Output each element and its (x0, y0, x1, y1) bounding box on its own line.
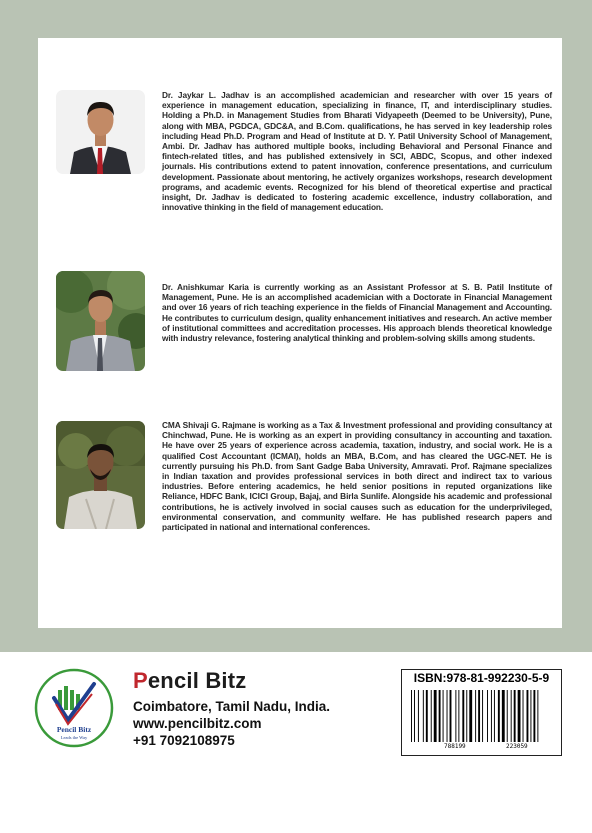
barcode-bar (411, 690, 412, 742)
publisher-footer (0, 652, 592, 833)
barcode-bar (439, 690, 441, 742)
barcode-bar (537, 690, 538, 742)
barcode-bar (533, 690, 535, 742)
barcode-bar (431, 690, 432, 742)
barcode-bar (450, 690, 452, 742)
isbn-label: ISBN:978-81-992230-5-9 (413, 671, 550, 685)
author-bios-panel (38, 38, 562, 628)
isbn-barcode (401, 669, 562, 756)
author-photo-jadhav (56, 90, 145, 174)
barcode-bar (487, 690, 488, 742)
barcode-bar (478, 690, 480, 742)
barcode-bar (423, 690, 424, 742)
barcode-bar (443, 690, 444, 742)
barcode-digits-left: 788199 (444, 743, 466, 750)
barcode-bar (418, 690, 419, 742)
author-bio-jadhav: Dr. Jaykar L. Jadhav is an accomplished academician and researcher with over 15 years of experience in management education, specializing in finance, IT, and interdisciplinary studies. Holding a Ph.D. in Management Studies from Bharati Vidyapeeth (Deemed to be University), Pune, along with MBA, PGDCA, GDC&A, and B.Com. qualifications, he has served in key leadership roles including Head Ph.D. Program and Head of Institute at D. Y. Patil University School of Management, Ambi. Dr. Jadhav has authored multiple books, including Behavioral and Personal Finance and fintech-related titles, and has published extensively in SCI, ABDC, Scopus, and other indexed journals. His contributions extend to patent innovation, conference presentations, and curriculum development. Passionate about mentoring, he actively organizes workshops, research development programs, and academic events. Recognized for his blend of theoretical expertise and practical insight, Dr. Jadhav is dedicated to fostering academic excellence, industry collaboration, and innovative thinking in the field of management education. (162, 90, 552, 213)
svg-text:Pencil Bitz: Pencil Bitz (56, 725, 92, 734)
barcode-bar (518, 690, 521, 742)
author-photo-karia (56, 271, 145, 371)
barcode-bar (475, 690, 476, 742)
author-bio-karia: Dr. Anishkumar Karia is currently working as an Assistant Professor at S. B. Patil Institute of Management, Pune. He is an accomplished academician with a Doctorate in Financial Management and over 16 years of rich teaching experience in the fields of Financial Management and Accounting. He contributes to curriculum design, quality enhancement initiatives and research. An active member of institutional committees and accreditation processes. His approach blends theoretical knowledge with industry relevance, fostering analytical thinking and problem-solving skills among students. (162, 282, 553, 344)
barcode-bar (502, 690, 505, 742)
pencil-bitz-logo (34, 668, 114, 748)
barcode-bar (511, 690, 512, 742)
barcode-bar (414, 690, 415, 742)
barcode-bar (507, 690, 508, 742)
author-photo-rajmane (56, 421, 145, 529)
barcode-bar (491, 690, 492, 742)
publisher-name: Pencil Bitz (133, 668, 247, 693)
barcode-bar (523, 690, 524, 742)
barcode-bar (447, 690, 448, 742)
barcode-bar (426, 690, 428, 742)
barcode-bar (434, 690, 437, 742)
barcode-bar (494, 690, 495, 742)
publisher-phone: +91 7092108975 (133, 733, 235, 748)
svg-text:Leads the Way: Leads the Way (60, 735, 88, 740)
barcode-bar (466, 690, 467, 742)
barcode-bar (458, 690, 459, 742)
barcode-bar (527, 690, 529, 742)
barcode-bars (411, 690, 555, 742)
barcode-bar (530, 690, 531, 742)
barcode-bar (498, 690, 500, 742)
barcode-bar (469, 690, 472, 742)
publisher-website: www.pencilbitz.com (133, 716, 262, 731)
barcode-bar (455, 690, 456, 742)
author-bio-rajmane: CMA Shivaji G. Rajmane is working as a Tax & Investment professional and providing consultancy at Chinchwad, Pune. He is working as an expert in providing consultancy in accounting and taxation. He have over 25 years of experience across academia, taxation, industry, and social work. He is a qualified Cost Accountant (ICMAI), holds an MBA, B.Com, and has cleared the UGC-NET. He is currently pursuing his Ph.D. from Sant Gadge Baba University, Amravati. Prof. Rajmane specializes in Indian taxation and provides professional services in both direct and indirect tax to various industries. Before entering academics, he held senior positions in reputed organizations like Reliance, HDFC Bank, ICICI Group, Bajaj, and Birla Sunlife. Alongside his academic and professional contributions, he is actively involved in social causes such as education for the underprivileged, environmental conservation, and community welfare. He has published research papers and participated in national and international conferences. (162, 420, 552, 533)
barcode-digits-right: 223059 (506, 743, 528, 750)
barcode-bar (514, 690, 516, 742)
barcode-bar (462, 690, 464, 742)
publisher-location: Coimbatore, Tamil Nadu, India. (133, 699, 331, 714)
barcode-bar (482, 690, 483, 742)
